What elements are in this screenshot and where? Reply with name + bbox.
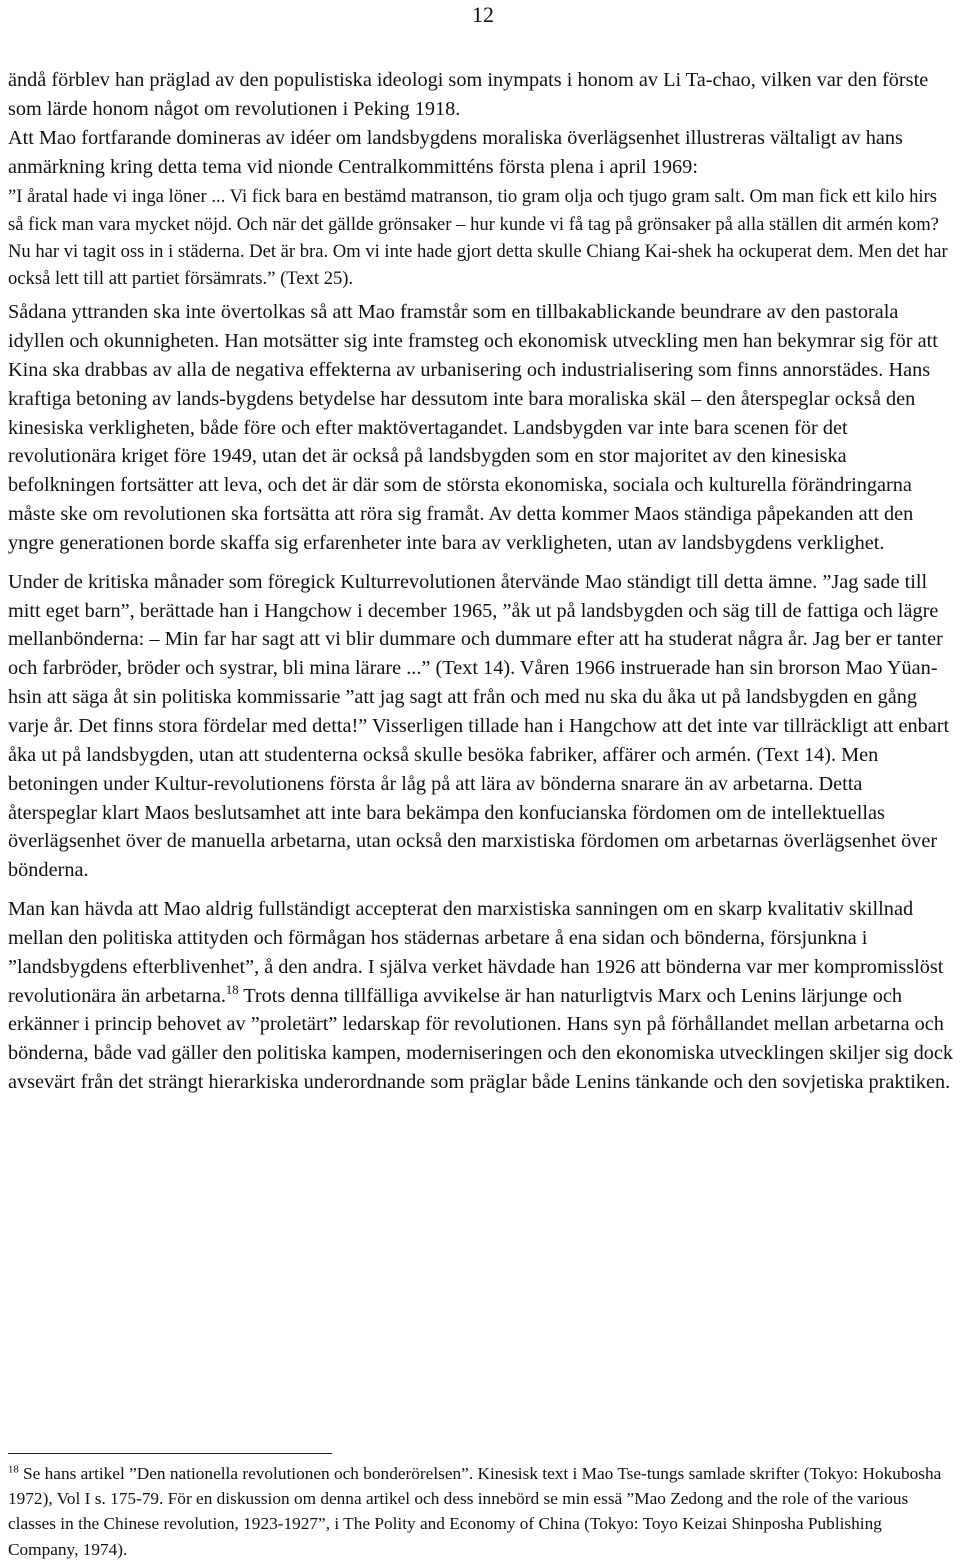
block-quote: ”I åratal hade vi inga löner ... Vi fick bara en bestämd matranson, tio gram olja och tjugo gram salt. Om man fick ett kilo hirs så fick man vara mycket nöjd. Och när det gällde grönsaker – hur kunde vi få tag på grönsaker på alla ställen dit armén kom? Nu har vi tagit oss in i städerna. Det är bra. Om vi inte hade gjort detta skulle Chiang Kai-shek ha ockuperat dem. Men det har också lett till att partiet försämrats.” (Text 25).	[8, 186, 948, 289]
paragraph-1: ändå förblev han präglad av den populistiska ideologi som inympats i honom av Li Ta-chao, vilken var den förste som lärde honom något om revolutionen i Peking 1918.	[8, 69, 929, 120]
paragraph-2: Att Mao fortfarande domineras av idéer om landsbygdens moraliska överlägsenhet illustreras vältaligt av hans anmärkning kring detta tema vid nionde Centralkommitténs första plena i april 1969:	[8, 126, 903, 178]
page-number: 12	[472, 2, 494, 27]
footnote-reference[interactable]: 18	[225, 982, 239, 997]
body-text	[8, 66, 956, 1107]
paragraph-4: Under de kritiska månader som föregick Kulturrevolutionen återvände Mao ständigt till detta ämne. ”Jag sade till mitt eget barn”, berättade han i Hangchow i december 1965, ”åk ut på landsbygden och säg till de fattiga och lägre mellanbönderna: – Min far har sagt att vi blir dummare och dummare efter att ha studerat några år. Jag ber er tanter och farbröder, bröder och systrar, bli mina lärare ...” (Text 14). Våren 1966 instruerade han sin brorson Mao Yüan-hsin att säga åt sin politiska kommissarie ”att jag sagt att från och med nu ska du åka ut på landsbygden en gång varje år. Det finns stora fördelar med detta!” Visserligen tillade han i Hangchow att det inte var tillräckligt att enbart åka ut på landsbygden, utan att studenterna också skulle besöka fabriker, affärer och armén. (Text 14). Men betoningen under Kultur-revolutionens första år låg på att lära av bönderna snarare än av arbetarna. Detta återspeglar klart Maos beslutsamhet att inte bara bekämpa den konfucianska fördomen om de intellektuellas överlägsenhet över de manuella arbetarna, utan också den marxistiska fördomen om arbetarnas överlägsenhet över bönderna.	[8, 570, 950, 882]
paragraph-5	[8, 895, 956, 1097]
footnote	[8, 1461, 956, 1562]
paragraph-3: Sådana yttranden ska inte övertolkas så att Mao framstår som en tillbakablickande beundrare av den pastorala idyllen och okunnigheten. Han motsätter sig inte framsteg och ekonomisk utveckling men han bekymrar sig för att Kina ska drabbas av alla de negativa effekterna av urbanisering och industrialisering som finns annorstädes. Hans kraftiga betoning av lands-bygdens betydelse har dessutom inte bara moraliska skäl – den återspeglar också den kinesiska verkligheten, både före och efter maktövertagandet. Landsbygden var inte bara scenen för det revolutionära kriget före 1949, utan det är också på landsbygden som en stor majoritet av den kinesiska befolkningen fortsätter att leva, och det är där som de största ekonomiska, sociala och kulturella förändringarna måste ske om revolutionen ska fortsätta att röra sig framåt. Av detta kommer Maos ständiga påpekanden att den yngre generationen borde skaffa sig erfarenheter inte bara av verkligheten, utan av landsbygdens verklighet.	[8, 301, 938, 554]
paragraph-5-text-b: Trots denna tillfälliga avvikelse är han naturligtvis Marx och Lenins lärjunge och erkänner i princip behovet av ”proletärt” ledarskap för revolutionen. Hans syn på förhållandet mellan arbetarna och bönderna, både vad gäller den politiska kampen, moderniseringen och den ekonomiska utvecklingen skiljer sig dock avsevärt från det strängt hierarkiska underordnande som präglar både Lenins tänkande och den sovjetiska praktiken.	[8, 984, 954, 1094]
footnote-divider	[8, 1453, 332, 1454]
paragraph-5-text-a: Man kan hävda att Mao aldrig fullständigt accepterat den marxistiska sanningen om en skarp kvalitativ skillnad mellan den politiska attityden och förmågan hos städernas arbetare å ena sidan och bönderna, försjunkna i ”landsbygdens efterblivenhet”, å den andra. I själva verket hävdade han 1926 att bönderna var mer kompromisslöst revolutionära än arbetarna.	[8, 898, 944, 1007]
footnote-text: Se hans artikel ”Den nationella revolutionen och bonderörelsen”. Kinesisk text i Mao Tse-tungs samlade skrifter (Tokyo: Hokubosha 1972), Vol I s. 175-79. För en diskussion om denna artikel och dess innebörd se min essä ”Mao Zedong and the role of the various classes in the Chinese revolution, 1923-1927”, i The Polity and Economy of China (Tokyo: Toyo Keizai Shinposha Publishing Company, 1974).	[8, 1464, 942, 1559]
footnote-number: 18	[8, 1463, 19, 1476]
